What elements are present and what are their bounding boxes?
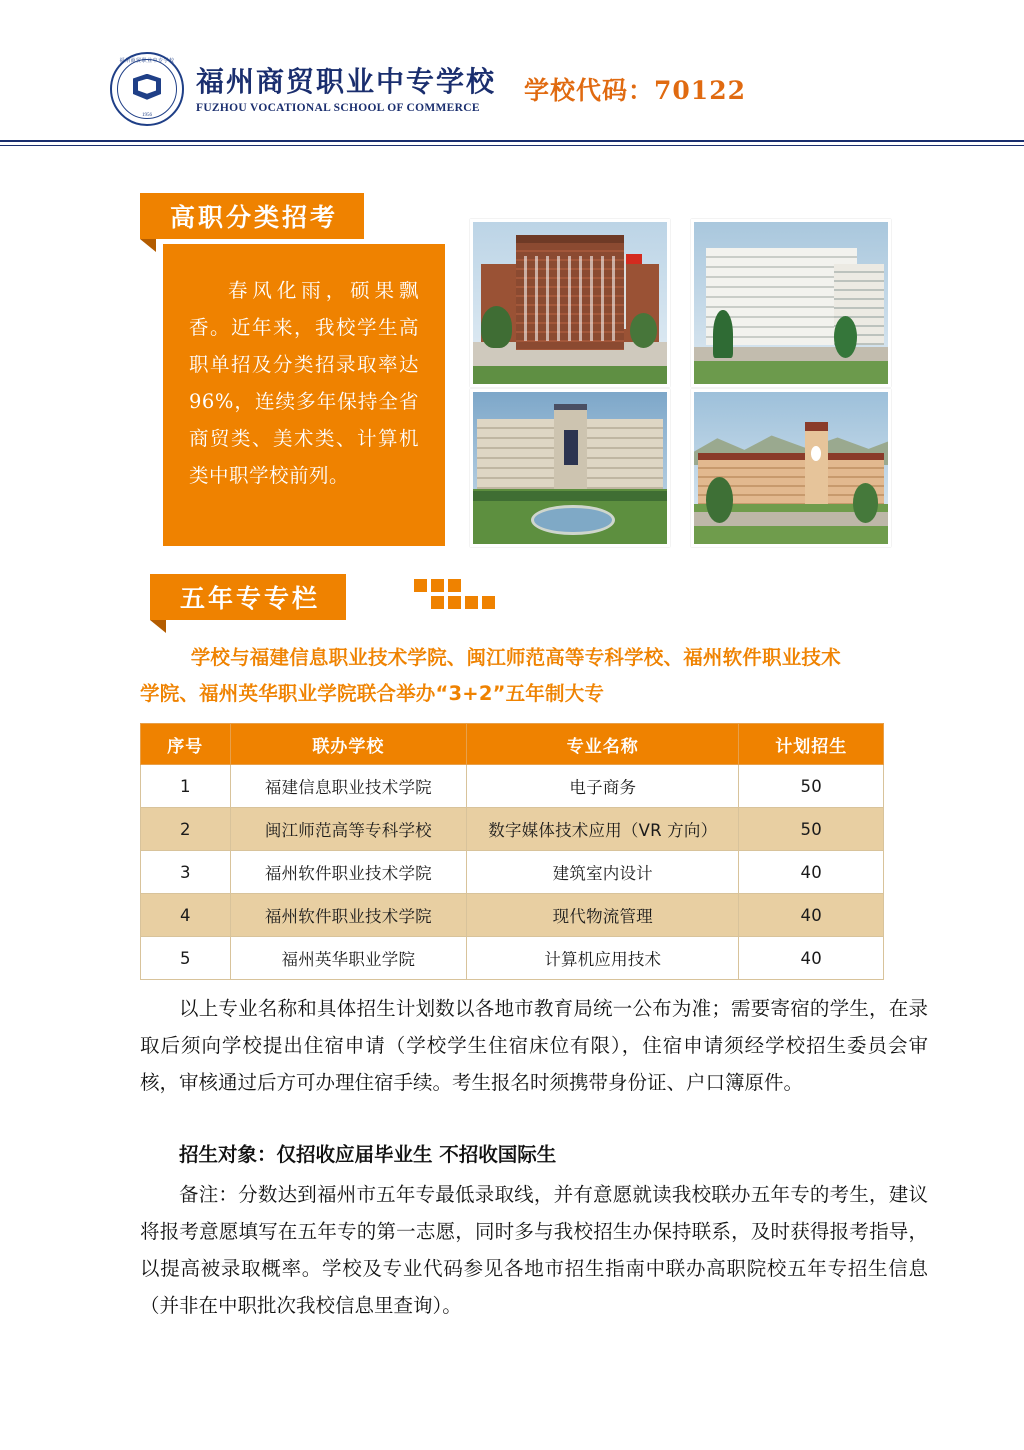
table-row: [141, 851, 884, 894]
school-code: 学校代码：70122: [524, 76, 746, 105]
logo-ring-text: 福州商贸职业中专学校: [119, 59, 175, 64]
section-banner-gaozhi-label: 高职分类招考: [170, 203, 339, 232]
cell-major: 电子商务: [467, 765, 739, 808]
campus-photo-clock-tower: [691, 389, 891, 547]
cell-plan: 50: [739, 808, 884, 851]
five-year-intro: [140, 640, 922, 712]
school-name-en: FUZHOU VOCATIONAL SCHOOL OF COMMERCE: [196, 102, 480, 114]
table-header-no: 序号: [141, 724, 231, 765]
ribbon-fold: [140, 239, 156, 252]
table-header-row: [141, 724, 884, 765]
table-row: [141, 937, 884, 980]
school-logo: [110, 52, 184, 126]
note-paragraph-1-text: 以上专业名称和具体招生计划数以各地市教育局统一公布为准；需要寄宿的学生，在录取后须向学校提出住宿申请（学校学生住宿床位有限），住宿申请须经学校招生委员会审核，审核通过后方可办理住宿手续。考生报名时须携带身份证、户口簿原件。: [140, 997, 928, 1094]
five-year-intro-line1: 学校与福建信息职业技术学院、闽江师范高等专科学校、福州软件职业技术: [190, 646, 841, 669]
section-banner-wunianzhuan-label: 五年专专栏: [180, 584, 321, 613]
table-header-major: 专业名称: [467, 724, 739, 765]
gaozhi-paragraph: 春风化雨，硕果飘香。近年来，我校学生高职单招及分类招录取率达 96%，连续多年保持全省商贸类、美术类、计算机类中职学校前列。: [189, 279, 419, 487]
cell-major: 现代物流管理: [467, 894, 739, 937]
ribbon-fold-2: [150, 620, 166, 633]
header-divider-thin: [0, 145, 1024, 146]
table-row: [141, 894, 884, 937]
gaozhi-text-box: [163, 244, 445, 546]
campus-photo-fountain-plaza: [470, 389, 670, 547]
table-header-school: 联办学校: [230, 724, 467, 765]
note-paragraph-1: [140, 990, 928, 1101]
cell-no: 4: [141, 894, 231, 937]
cell-no: 3: [141, 851, 231, 894]
table-row: [141, 808, 884, 851]
note-paragraph-2-text: 备注：分数达到福州市五年专最低录取线，并有意愿就读我校联办五年专的考生，建议将报考意愿填写在五年专的第一志愿，同时多与我校招生办保持联系，及时获得报考指导，以提高被录取概率。学校及专业代码参见各地市招生指南中联办高职院校五年专招生信息（并非在中职批次我校信息里查询）。: [140, 1183, 928, 1317]
table-header-plan: 计划招生: [739, 724, 884, 765]
cell-no: 1: [141, 765, 231, 808]
section-banner-wunianzhuan: [150, 574, 346, 620]
note-paragraph-2: [140, 1176, 928, 1324]
cell-no: 2: [141, 808, 231, 851]
cell-school: 福建信息职业技术学院: [230, 765, 467, 808]
cell-plan: 50: [739, 765, 884, 808]
school-name-cn: 福州商贸职业中专学校: [196, 65, 497, 98]
cell-school: 福州软件职业技术学院: [230, 894, 467, 937]
cell-plan: 40: [739, 937, 884, 980]
section-banner-gaozhi: [140, 193, 364, 239]
table-row: [141, 765, 884, 808]
cell-school: 福州软件职业技术学院: [230, 851, 467, 894]
header-divider: [0, 140, 1024, 142]
campus-photo-brick-building: [470, 219, 670, 387]
cell-plan: 40: [739, 851, 884, 894]
cell-school: 福州英华职业学院: [230, 937, 467, 980]
cell-no: 5: [141, 937, 231, 980]
cell-major: 数字媒体技术应用（VR 方向）: [467, 808, 739, 851]
cell-major: 建筑室内设计: [467, 851, 739, 894]
cell-school: 闽江师范高等专科学校: [230, 808, 467, 851]
school-name-block: [196, 64, 496, 114]
page-header: [110, 52, 746, 126]
decorative-squares: [414, 575, 502, 619]
cell-major: 计算机应用技术: [467, 937, 739, 980]
admission-target-line: 招生对象：仅招收应届毕业生 不招收国际生: [179, 1143, 557, 1166]
logo-year: 1956: [142, 113, 152, 118]
enrollment-plan-table: [140, 723, 884, 980]
five-year-intro-line2: 学院、福州英华职业学院联合举办“3+2”五年制大专: [140, 682, 605, 705]
campus-photo-white-building: [691, 219, 891, 387]
cell-plan: 40: [739, 894, 884, 937]
